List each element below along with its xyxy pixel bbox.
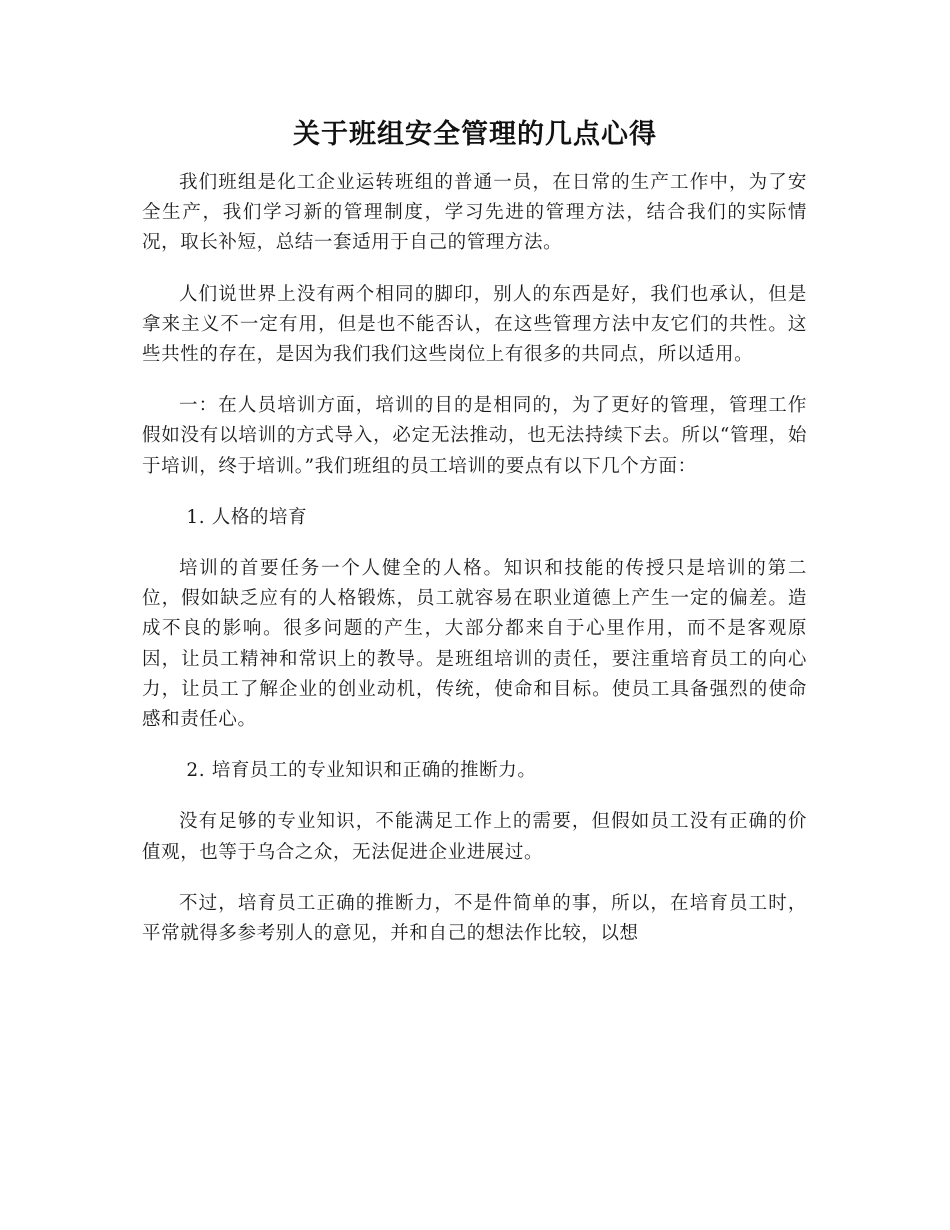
paragraph-personality: 培训的首要任务一个人健全的人格。知识和技能的传授只是培训的第二位，假如缺乏应有的人格锻炼，员工就容易在职业道德上产生一定的偏差。造成不良的影响。很多问题的产生，大部分都来自于心里作用，而不是客观原因，让员工精神和常识上的教导。是班组培训的责任，要注重培育员工的向心力，让员工了解企业的创业动机，传统，使命和目标。使员工具备强烈的使命感和责任心。 xyxy=(142,558,807,731)
paragraph-knowledge: 没有足够的专业知识，不能满足工作上的需要，但假如员工没有正确的价值观，也等于乌合之众，无法促进企业进展过。 xyxy=(142,811,807,863)
section-heading-knowledge: 2. 培育员工的专业知识和正确的推断力。 xyxy=(186,760,537,782)
section-heading-personality: 1. 人格的培育 xyxy=(186,506,308,528)
document-title: 关于班组安全管理的几点心得 xyxy=(293,119,657,150)
paragraph-judgment: 不过，培育员工正确的推断力，不是件简单的事，所以，在培育员工时，平常就得多参考别人的意见，并和自己的想法作比较，以想 xyxy=(142,892,807,945)
paragraph-training: 一：在人员培训方面，培训的目的是相同的，为了更好的管理，管理工作假如没有以培训的方式导入，必定无法推动，也无法持续下去。所以“管理，始于培训，终于培训。”我们班组的员工培训的要点有以下几个方面： xyxy=(142,395,807,477)
paragraph-common-points: 人们说世界上没有两个相同的脚印，别人的东西是好，我们也承认，但是拿来主义不一定有用，但是也不能否认，在这些管理方法中友它们的共性。这些共性的存在，是因为我们我们这些岗位上有很多的共同点，所以适用。 xyxy=(142,283,807,366)
paragraph-intro: 我们班组是化工企业运转班组的普通一员，在日常的生产工作中，为了安全生产，我们学习新的管理制度，学习先进的管理方法，结合我们的实际情况，取长补短，总结一套适用于自己的管理方法。 xyxy=(142,172,807,254)
document-body xyxy=(142,168,807,970)
